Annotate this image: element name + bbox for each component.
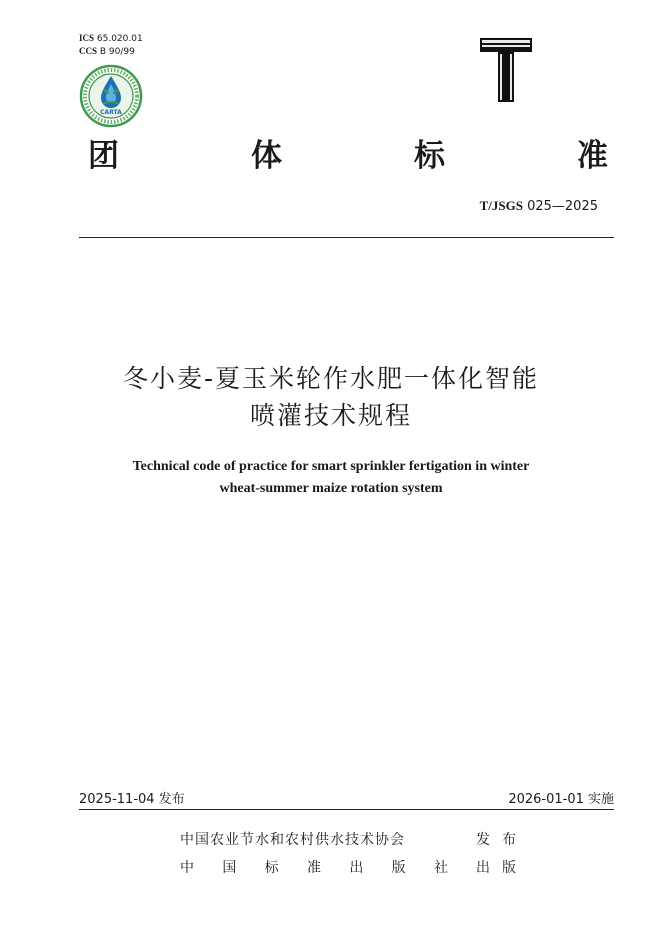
press-char: 国 [222, 860, 237, 876]
title-english [0, 456, 662, 500]
issuer-name: 中国农业节水和农村供水技术协会 [180, 832, 405, 848]
press-char: 标 [264, 860, 279, 876]
ccs-line [79, 45, 143, 58]
issue-date: 2025-11-04 发布 [79, 792, 185, 807]
standard-type-letter [478, 34, 534, 104]
carta-logo-icon [79, 64, 143, 128]
press-action [476, 857, 516, 877]
title-chinese [0, 360, 662, 434]
standard-number [480, 198, 598, 214]
category-char: 标 [414, 138, 445, 174]
top-divider [79, 237, 614, 238]
implement-date: 2026-01-01 实施 [508, 792, 614, 807]
press-name [180, 857, 448, 877]
issuer-row [180, 829, 540, 851]
press-char: 出 [349, 860, 364, 876]
title-en-line: wheat-summer maize rotation system [219, 481, 443, 496]
association-logo [79, 64, 143, 128]
classification-codes [79, 32, 143, 58]
ics-label: ICS [79, 33, 95, 43]
bottom-divider [79, 809, 614, 810]
press-char: 中 [180, 860, 194, 876]
standard-category [88, 130, 608, 174]
standard-prefix: T/JSGS [479, 198, 523, 213]
title-en-line: Technical code of practice for smart sprinkler fertigation in winter [132, 459, 530, 474]
issuer-action [476, 829, 516, 849]
ccs-label: CCS [79, 46, 98, 56]
title-zh-line: 冬小麦-夏玉米轮作水肥一体化智能 [122, 364, 540, 393]
action-char: 布 [502, 832, 516, 848]
title-zh-line: 喷灌技术规程 [249, 401, 412, 430]
category-char: 团 [88, 138, 119, 174]
press-char: 版 [391, 860, 406, 876]
action-char: 版 [502, 860, 516, 876]
ccs-code: B 90/99 [99, 47, 135, 57]
category-char: 准 [577, 138, 608, 174]
action-char: 发 [476, 832, 490, 848]
press-char: 准 [306, 860, 321, 876]
standard-code: 025—2025 [527, 199, 598, 214]
action-char: 出 [476, 860, 490, 876]
press-row [180, 857, 540, 879]
ics-line [79, 32, 143, 45]
press-char: 社 [433, 860, 448, 876]
category-char: 体 [251, 138, 282, 174]
ics-code: 65.020.01 [96, 34, 143, 44]
logo-text: CARTA [100, 109, 122, 116]
